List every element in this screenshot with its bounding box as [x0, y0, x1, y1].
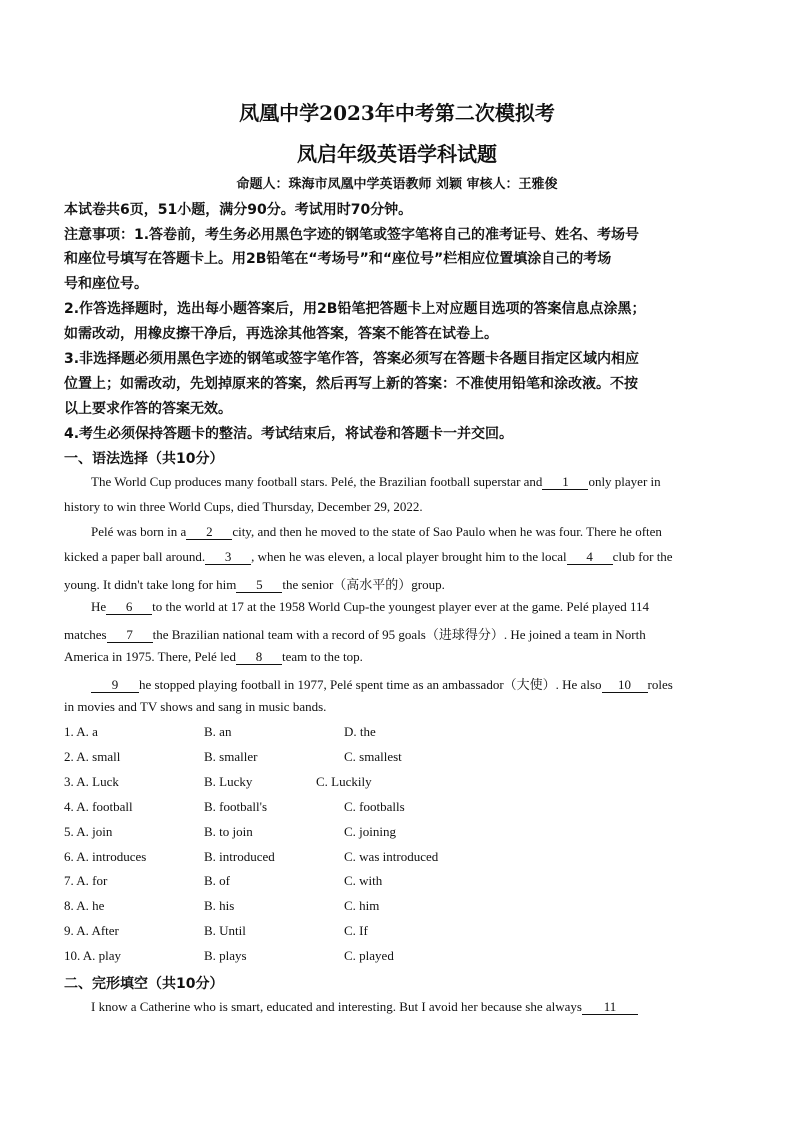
option-a: 8. A. he: [64, 898, 105, 913]
option-a: 1. A. a: [64, 724, 98, 739]
passage-text: only player in: [588, 474, 661, 489]
answer-blank-4: 4: [567, 550, 613, 565]
option-b: B. his: [204, 898, 235, 913]
answer-blank-8: 8: [236, 650, 282, 665]
option-a: 6. A. introduces: [64, 849, 147, 864]
answer-blank-6: 6: [106, 600, 152, 615]
option-a: 3. A. Luck: [64, 774, 119, 789]
option-b: B. football's: [204, 799, 268, 814]
author-line: 命题人：珠海市凤凰中学英语教师 刘颖 审核人：王雅俊: [236, 177, 558, 192]
passage-text: the senior（高水平的）group.: [282, 577, 445, 592]
option-a: 9. A. After: [64, 923, 119, 938]
passage-line: [64, 574, 445, 593]
notice-item3-line2: 位置上；如需改动，先划掉原来的答案，然后再写上新的答案：不准使用铅笔和涂改液。不按: [64, 376, 638, 392]
answer-blank-3: 3: [205, 550, 251, 565]
option-b: B. Lucky: [204, 774, 253, 789]
exam-subtitle: 凤启年级英语学科试题: [297, 142, 497, 166]
notice-item3-line1: 3.非选择题必须用黑色字迹的钢笔或签字笔作答，答案必须写在答题卡各题目指定区域内相应: [64, 351, 640, 367]
passage-text: team to the top.: [281, 649, 363, 664]
option-a: 2. A. small: [64, 749, 121, 764]
option-c: C. played: [344, 948, 394, 963]
passage-text: America in 1975. There, Pelé led: [64, 649, 236, 664]
option-c: C. smallest: [344, 749, 402, 764]
answer-blank-2: 2: [186, 525, 232, 540]
notice-item3-line3: 以上要求作答的答案无效。: [64, 401, 232, 417]
answer-blank-9: 9: [91, 678, 139, 693]
option-b: B. to join: [204, 824, 253, 839]
answer-blank-5: 5: [236, 578, 282, 593]
passage-text: Pelé was born in a: [91, 524, 187, 539]
option-a: 5. A. join: [64, 824, 113, 839]
passage-text: kicked a paper ball around.: [64, 549, 206, 564]
option-c: C. him: [344, 898, 380, 913]
option-b: B. smaller: [204, 749, 258, 764]
answer-blank-7: 7: [107, 628, 153, 643]
passage-line: [91, 474, 661, 490]
passage-line: [91, 524, 662, 540]
section1-heading: 一、语法选择（共10分）: [64, 451, 224, 467]
option-c: D. the: [344, 724, 376, 739]
option-b: B. an: [204, 724, 232, 739]
passage-text: to the world at 17 at the 1958 World Cup-the youngest player ever at the game. Pelé played 114: [152, 599, 649, 614]
passage-line: history to win three World Cups, died Thursday, December 29, 2022.: [64, 499, 423, 514]
passage-text: the Brazilian national team with a record of 95 goals（进球得分）. He joined a team in North: [152, 627, 646, 642]
option-c: C. joining: [344, 824, 397, 839]
exam-summary: 本试卷共6页，51小题，满分90分。考试用时70分钟。: [64, 202, 413, 218]
option-c: C. If: [344, 923, 368, 938]
passage-line: [91, 674, 673, 693]
passage-line: [64, 649, 363, 665]
option-a: 4. A. football: [64, 799, 133, 814]
passage-text: matches: [64, 627, 107, 642]
passage-text: , when he was eleven, a local player brought him to the local: [251, 549, 567, 564]
option-b: B. of: [204, 873, 230, 888]
passage-text: city, and then he moved to the state of Sao Paulo when he was four. There he often: [232, 524, 662, 539]
option-c: C. with: [344, 873, 383, 888]
option-b: B. plays: [204, 948, 247, 963]
passage-line: [91, 599, 649, 615]
notice-item4: 4.考生必须保持答题卡的整洁。考试结束后，将试卷和答题卡一并交回。: [64, 426, 514, 442]
passage-line: [64, 624, 646, 643]
notice-line-1: 注意事项：1.答卷前，考生务必用黑色字迹的钢笔或签字笔将自己的准考证号、姓名、考场号: [64, 227, 640, 243]
passage-line: [91, 999, 638, 1015]
option-a: 7. A. for: [64, 873, 108, 888]
passage-text: roles: [647, 677, 673, 692]
option-b: B. Until: [204, 923, 246, 938]
answer-blank-10: 10: [602, 678, 648, 693]
answer-blank-1: 1: [542, 475, 588, 490]
passage-line: in movies and TV shows and sang in music bands.: [64, 699, 327, 714]
passage-text: The World Cup produces many football stars. Pelé, the Brazilian football superstar and: [91, 474, 543, 489]
answer-blank-11: 11: [582, 1000, 638, 1015]
passage-text: he stopped playing football in 1977, Pelé spent time as an ambassador（大使）. He also: [139, 677, 602, 692]
option-c: C. was introduced: [344, 849, 439, 864]
notice-line-2: 和座位号填写在答题卡上。用2B铅笔在“考场号”和“座位号”栏相应位置填涂自己的考场: [64, 251, 612, 267]
passage-line: [64, 549, 673, 565]
passage-text: club for the: [612, 549, 673, 564]
option-c: C. Luckily: [316, 774, 372, 789]
passage-text: He: [91, 599, 107, 614]
notice-item2-line1: 2.作答选择题时，选出每小题答案后，用2B铅笔把答题卡上对应题目选项的答案信息点涂黑；: [64, 301, 646, 317]
passage-text: I know a Catherine who is smart, educated and interesting. But I avoid her because she always: [91, 999, 582, 1014]
option-c: C. footballs: [344, 799, 405, 814]
notice-line-3: 号和座位号。: [64, 276, 148, 292]
option-a: 10. A. play: [64, 948, 122, 963]
section2-heading: 二、完形填空（共10分）: [64, 976, 224, 992]
notice-item2-line2: 如需改动，用橡皮擦干净后，再选涂其他答案，答案不能答在试卷上。: [64, 326, 498, 342]
exam-title: 凤凰中学2023年中考第二次模拟考: [239, 101, 555, 125]
option-b: B. introduced: [204, 849, 275, 864]
passage-text: young. It didn't take long for him: [64, 577, 237, 592]
